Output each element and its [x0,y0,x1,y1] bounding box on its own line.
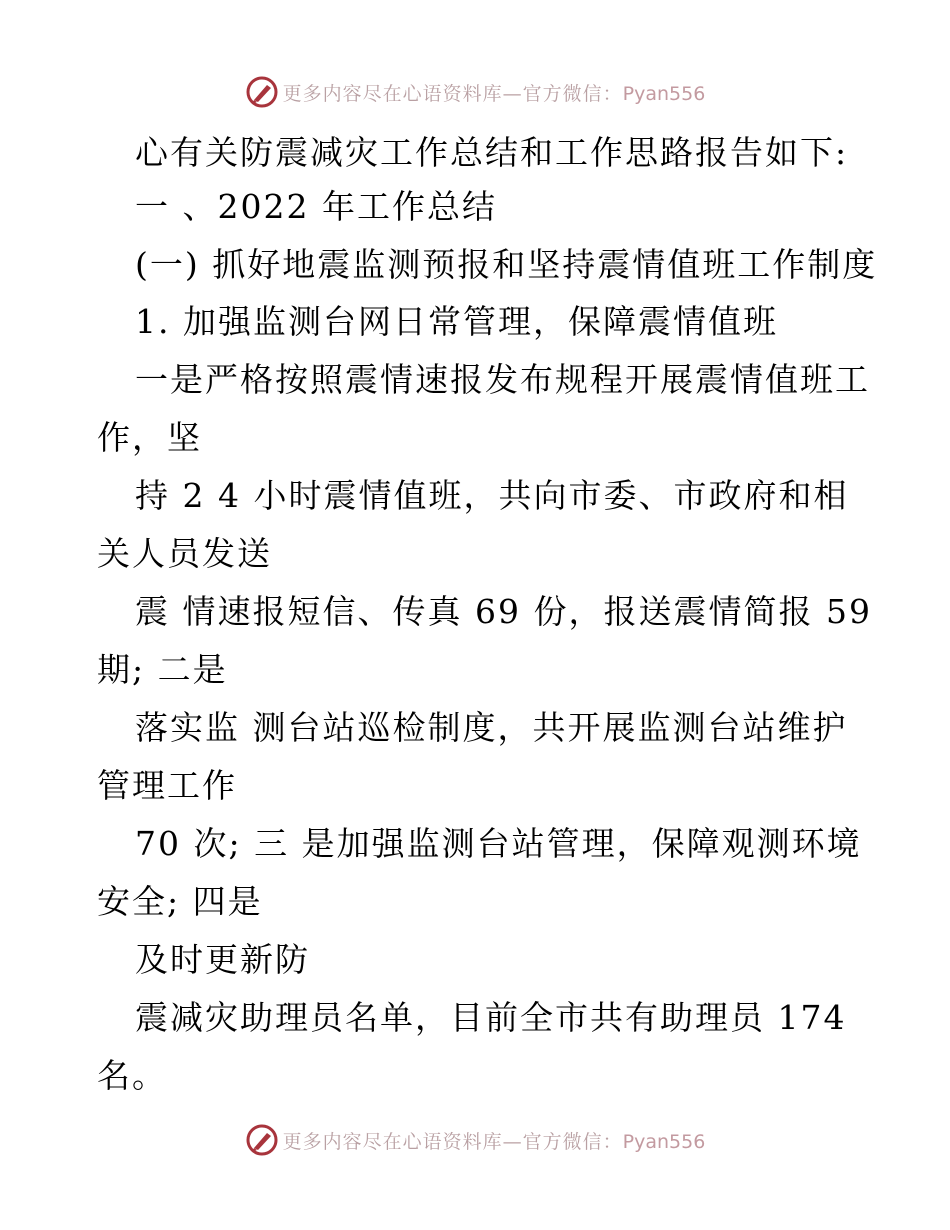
pen-circle-logo-icon [245,1123,279,1157]
watermark-id: Pyan556 [622,82,706,105]
text-line: 作，坚 [97,418,202,457]
text-line: 名。 [97,1056,167,1095]
text-line: 震减灾助理员名单，目前全市共有助理员 174 [135,998,847,1037]
text-line: 管理工作 [97,766,237,805]
text-line: 期; 二是 [97,650,228,689]
text-line: 一 、2022 年工作总结 [135,187,497,226]
text-line: 一是严格按照震情速报发布规程开展震情值班工 [135,360,870,399]
text-line: 及时更新防 [135,940,310,979]
header-watermark [0,72,950,112]
text-line: 安全; 四是 [97,882,263,921]
text-line: 持 2 4 小时震情值班，共向市委、市政府和相 [135,476,849,515]
text-line: 70 次; 三 是加强监测台站管理，保障观测环境 [135,824,862,863]
watermark-text: 更多内容尽在心语资料库—官方微信：Pyan556 [282,82,706,105]
text-line: 1. 加强监测台网日常管理，保障震情值班 [135,302,778,341]
pen-circle-logo-icon [245,75,279,109]
footer-watermark [0,1120,950,1160]
text-line: 落实监 测台站巡检制度，共开展监测台站维护 [135,708,848,747]
text-line: (一) 抓好地震监测预报和坚持震情值班工作制度 [135,245,878,284]
text-line: 心有关防震减灾工作总结和工作思路报告如下: [135,133,849,172]
text-line: 震 情速报短信、传真 69 份，报送震情简报 59 [135,592,872,631]
text-line: 关人员发送 [97,534,272,573]
watermark-text: 更多内容尽在心语资料库—官方微信：Pyan556 [282,1130,706,1153]
watermark-id: Pyan556 [622,1130,706,1153]
